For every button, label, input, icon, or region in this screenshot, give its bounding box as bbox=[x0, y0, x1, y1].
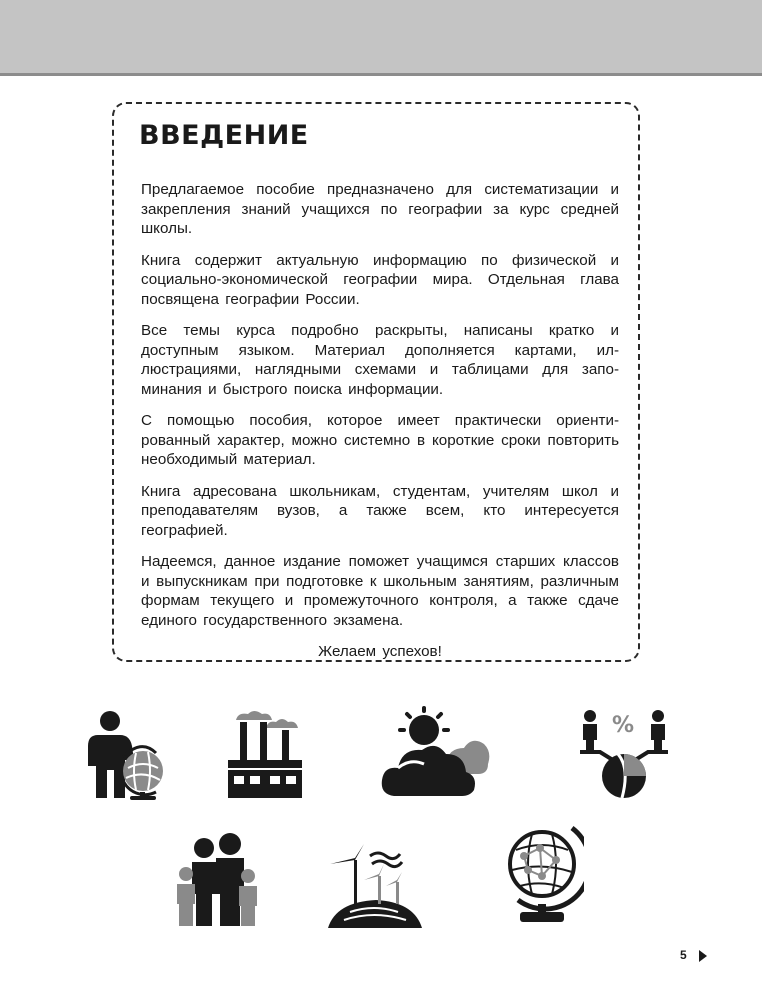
page-title: ВВЕДЕНИЕ bbox=[139, 120, 309, 151]
closing-wish: Желаем успехов! bbox=[318, 643, 442, 660]
factory-icon bbox=[226, 706, 304, 798]
introduction-text bbox=[141, 180, 619, 674]
population-percentage-icon bbox=[578, 708, 670, 800]
top-band bbox=[0, 0, 762, 76]
next-page-arrow-icon bbox=[699, 950, 707, 962]
family-icon bbox=[172, 832, 264, 928]
paragraph: С помощью пособия, которое имеет практически ориентированный характер, можно системно в короткие сроки повторить необходимый материал. bbox=[141, 412, 619, 468]
sun-and-clouds-icon bbox=[380, 706, 492, 798]
wind-turbines-icon bbox=[326, 842, 424, 930]
person-with-globe-icon bbox=[86, 708, 168, 800]
paragraph: Все темы курса подробно раскрыты, написаны кратко и доступным языком. Материал дополняется картами, иллюстрациями, наглядными схемами и таблицами для запоминания и быстрого поиска информации. bbox=[141, 322, 619, 398]
paragraph: Книга содержит актуальную информацию по физической и социально-экономической географии мира. Отдельная глава посвящена географии России. bbox=[141, 251, 619, 308]
page-number: 5 bbox=[680, 948, 687, 962]
paragraph: Надеемся, данное издание поможет учащимся старших классов и выпускникам при подготовке к школьным занятиям, различным формам текущего и промежуточного контроля, а также сдаче единого государственного экзамена. bbox=[141, 553, 619, 629]
globe-with-network-icon bbox=[498, 820, 584, 926]
paragraph: Книга адресована школьникам, студентам, учителям школ и преподавателям вузов, а также всем, кто интересуется географией. bbox=[141, 482, 619, 539]
paragraph: Предлагаемое пособие предназначено для систематизации и закрепления знаний учащихся по географии за курс средней школы. bbox=[141, 181, 619, 237]
svg-text:%: % bbox=[612, 713, 635, 738]
